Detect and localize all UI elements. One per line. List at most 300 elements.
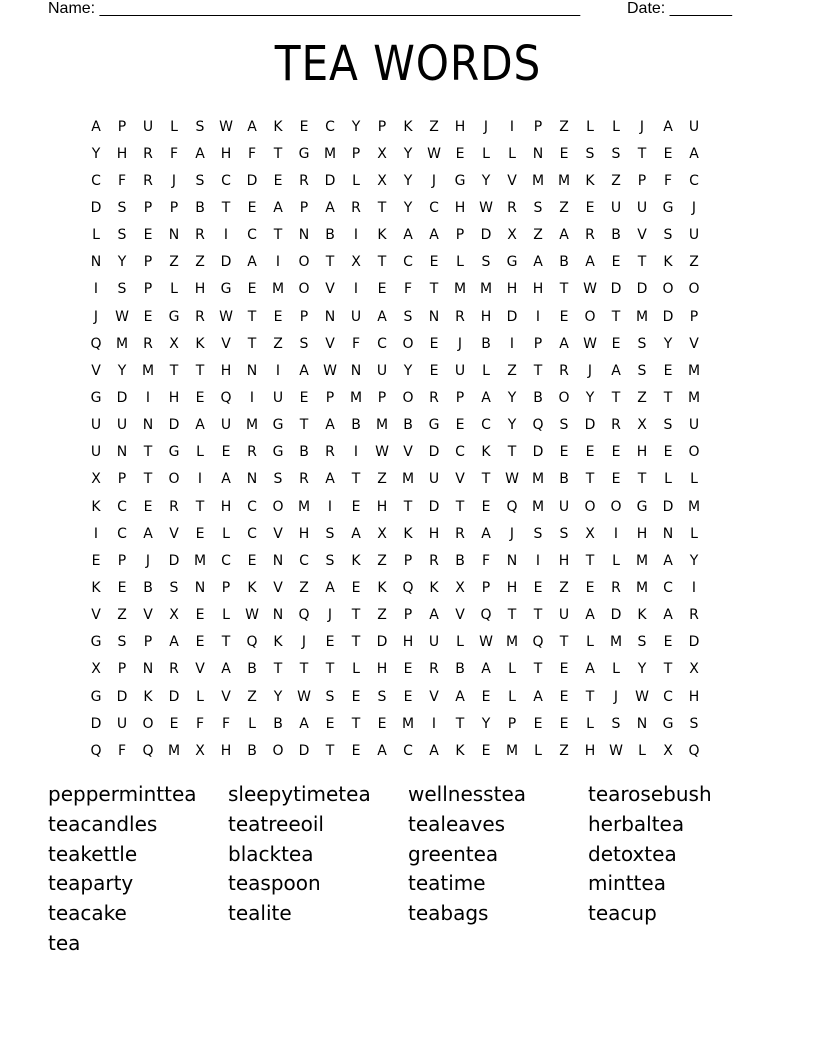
grid-letter: P	[143, 281, 153, 298]
grid-letter: O	[168, 471, 180, 488]
grid-letter: I	[353, 281, 359, 298]
grid-letter: N	[428, 308, 440, 325]
grid-letter: B	[195, 199, 205, 216]
grid-letter: I	[327, 498, 333, 515]
grid-letter: T	[455, 715, 465, 732]
grid-letter: X	[507, 227, 517, 244]
grid-letter: U	[90, 444, 102, 461]
grid-letter: E	[611, 471, 621, 488]
grid-letter: P	[117, 552, 127, 569]
grid-letter: K	[143, 688, 153, 705]
grid-letter: D	[376, 634, 388, 651]
grid-letter: E	[169, 715, 179, 732]
grid-letter: K	[663, 254, 673, 271]
grid-letter: E	[611, 254, 621, 271]
grid-letter: B	[455, 552, 465, 569]
grid-letter: S	[195, 118, 205, 135]
grid-letter: U	[116, 715, 128, 732]
grid-letter: E	[559, 661, 569, 678]
grid-letter: T	[559, 281, 569, 298]
grid-letter: K	[377, 227, 387, 244]
grid-letter: I	[535, 552, 541, 569]
grid-letter: U	[272, 389, 284, 406]
grid-letter: M	[323, 145, 337, 162]
grid-letter: M	[505, 634, 519, 651]
grid-letter: M	[687, 389, 701, 406]
grid-letter: E	[351, 742, 361, 759]
grid-letter: H	[480, 308, 492, 325]
grid-letter: E	[403, 688, 413, 705]
grid-letter: A	[663, 607, 673, 624]
grid-letter: D	[584, 417, 596, 434]
grid-letter: D	[532, 444, 544, 461]
grid-letter: P	[403, 552, 413, 569]
grid-letter: H	[636, 444, 648, 461]
grid-letter: O	[298, 281, 310, 298]
grid-letter: Y	[351, 118, 361, 135]
grid-letter: L	[248, 715, 256, 732]
grid-letter: D	[428, 444, 440, 461]
grid-letter: B	[481, 335, 491, 352]
grid-letter: A	[325, 471, 335, 488]
grid-letter: S	[169, 579, 179, 596]
grid-row	[83, 276, 733, 303]
grid-letter: V	[143, 607, 153, 624]
grid-letter: T	[169, 362, 179, 379]
grid-letter: Q	[402, 579, 414, 596]
grid-letter: U	[610, 199, 622, 216]
grid-letter: D	[168, 552, 180, 569]
grid-letter: F	[221, 715, 231, 732]
grid-letter: X	[689, 661, 699, 678]
grid-letter: T	[663, 661, 673, 678]
grid-letter: R	[455, 525, 465, 542]
grid-letter: O	[610, 498, 622, 515]
grid-letter: A	[325, 579, 335, 596]
grid-letter: V	[91, 362, 101, 379]
grid-letter: H	[584, 742, 596, 759]
grid-letter: W	[609, 742, 623, 759]
grid-letter: J	[483, 118, 489, 135]
grid-letter: L	[92, 227, 100, 244]
grid-letter: U	[220, 417, 232, 434]
grid-letter: P	[143, 199, 153, 216]
grid-letter: S	[637, 362, 647, 379]
grid-letter: M	[531, 498, 545, 515]
grid-letter: P	[455, 227, 465, 244]
grid-row	[83, 466, 733, 493]
grid-letter: T	[247, 335, 257, 352]
grid-letter: E	[403, 661, 413, 678]
grid-letter: S	[403, 308, 413, 325]
grid-letter: T	[429, 281, 439, 298]
grid-letter: U	[350, 308, 362, 325]
grid-letter: M	[401, 715, 415, 732]
grid-letter: Y	[273, 688, 283, 705]
grid-letter: H	[558, 552, 570, 569]
grid-letter: L	[222, 607, 230, 624]
grid-letter: J	[327, 607, 333, 624]
grid-letter: L	[612, 661, 620, 678]
grid-letter: R	[611, 417, 621, 434]
grid-letter: S	[585, 145, 595, 162]
grid-letter: W	[427, 145, 441, 162]
grid-letter: N	[246, 362, 258, 379]
grid-letter: B	[559, 471, 569, 488]
grid-letter: N	[506, 552, 518, 569]
name-field-label: Name: ______________________________________________________	[48, 0, 581, 17]
grid-letter: E	[585, 444, 595, 461]
grid-letter: L	[664, 471, 672, 488]
grid-row	[83, 330, 733, 357]
grid-letter: Y	[403, 199, 413, 216]
grid-letter: G	[90, 634, 102, 651]
grid-letter: E	[429, 362, 439, 379]
grid-letter: C	[377, 335, 387, 352]
grid-letter: P	[351, 145, 361, 162]
grid-letter: Z	[559, 118, 569, 135]
grid-letter: K	[455, 742, 465, 759]
grid-letter: M	[635, 579, 649, 596]
grid-row	[83, 710, 733, 737]
grid-letter: J	[145, 552, 151, 569]
grid-letter: E	[611, 335, 621, 352]
grid-letter: I	[509, 118, 515, 135]
grid-letter: T	[325, 661, 335, 678]
grid-letter: B	[455, 661, 465, 678]
word-bank	[48, 780, 768, 959]
grid-letter: L	[690, 471, 698, 488]
grid-letter: E	[559, 715, 569, 732]
grid-letter: I	[93, 525, 99, 542]
grid-letter: E	[663, 444, 673, 461]
grid-letter: W	[479, 199, 493, 216]
grid-letter: T	[533, 362, 543, 379]
grid-letter: B	[247, 661, 257, 678]
grid-letter: K	[403, 118, 413, 135]
grid-letter: C	[403, 254, 413, 271]
grid-letter: R	[429, 389, 439, 406]
grid-row	[83, 249, 733, 276]
grid-letter: S	[377, 688, 387, 705]
grid-letter: N	[662, 525, 674, 542]
grid-letter: T	[377, 254, 387, 271]
grid-letter: R	[299, 172, 309, 189]
grid-letter: X	[91, 471, 101, 488]
grid-letter: G	[662, 715, 674, 732]
grid-letter: B	[299, 444, 309, 461]
grid-letter: X	[377, 172, 387, 189]
grid-letter: B	[143, 579, 153, 596]
grid-letter: Z	[247, 688, 257, 705]
word-bank-item: pepperminttea	[48, 782, 197, 806]
grid-letter: J	[639, 118, 645, 135]
grid-row	[83, 167, 733, 194]
grid-letter: D	[168, 417, 180, 434]
grid-row	[83, 194, 733, 221]
grid-letter: E	[195, 389, 205, 406]
grid-letter: A	[663, 552, 673, 569]
grid-letter: J	[171, 172, 177, 189]
grid-letter: A	[455, 688, 465, 705]
grid-letter: J	[457, 335, 463, 352]
grid-row	[83, 547, 733, 574]
grid-letter: V	[221, 335, 231, 352]
grid-letter: K	[273, 634, 283, 651]
grid-letter: W	[115, 308, 129, 325]
grid-letter: E	[195, 525, 205, 542]
grid-letter: E	[143, 308, 153, 325]
grid-row	[83, 140, 733, 167]
grid-letter: E	[429, 254, 439, 271]
grid-letter: V	[325, 335, 335, 352]
grid-letter: I	[691, 579, 697, 596]
grid-letter: O	[402, 389, 414, 406]
grid-letter: R	[195, 308, 205, 325]
grid-letter: M	[453, 281, 467, 298]
grid-letter: K	[351, 552, 361, 569]
grid-letter: V	[169, 525, 179, 542]
grid-letter: H	[454, 118, 466, 135]
grid-letter: A	[585, 661, 595, 678]
word-bank-item: detoxtea	[588, 841, 677, 866]
grid-letter: E	[481, 498, 491, 515]
grid-letter: C	[663, 688, 673, 705]
grid-letter: S	[663, 417, 673, 434]
grid-letter: H	[168, 389, 180, 406]
grid-letter: B	[247, 742, 257, 759]
grid-row	[83, 357, 733, 384]
grid-letter: A	[221, 471, 231, 488]
grid-letter: I	[275, 362, 281, 379]
grid-letter: Q	[90, 742, 102, 759]
word-bank-item: teaparty	[48, 871, 134, 896]
grid-letter: E	[351, 579, 361, 596]
grid-letter: D	[610, 281, 622, 298]
grid-letter: V	[273, 525, 283, 542]
grid-letter: Y	[663, 335, 673, 352]
grid-letter: U	[376, 362, 388, 379]
grid-letter: A	[533, 254, 543, 271]
word-bank-item: teacup	[588, 901, 657, 926]
grid-letter: D	[688, 634, 700, 651]
grid-letter: Q	[246, 634, 258, 651]
grid-letter: A	[221, 661, 231, 678]
grid-letter: P	[481, 579, 491, 596]
grid-letter: A	[195, 417, 205, 434]
grid-letter: R	[247, 444, 257, 461]
grid-letter: U	[428, 471, 440, 488]
grid-letter: A	[299, 715, 309, 732]
grid-letter: J	[431, 172, 437, 189]
grid-letter: C	[247, 525, 257, 542]
grid-letter: S	[325, 688, 335, 705]
grid-letter: N	[142, 661, 154, 678]
grid-letter: E	[247, 199, 257, 216]
grid-letter: O	[584, 308, 596, 325]
grid-letter: M	[141, 362, 155, 379]
grid-letter: I	[431, 715, 437, 732]
grid-letter: K	[273, 118, 283, 135]
grid-letter: H	[506, 579, 518, 596]
grid-letter: T	[247, 308, 257, 325]
word-bank-item: wellnesstea	[408, 782, 526, 806]
grid-letter: E	[325, 634, 335, 651]
grid-letter: S	[611, 715, 621, 732]
grid-letter: F	[351, 335, 361, 352]
grid-letter: C	[117, 525, 127, 542]
grid-letter: O	[584, 498, 596, 515]
grid-letter: H	[636, 525, 648, 542]
grid-letter: E	[351, 498, 361, 515]
date-field-label: Date: _______	[627, 0, 732, 17]
grid-letter: A	[533, 688, 543, 705]
grid-letter: Z	[559, 199, 569, 216]
grid-letter: T	[585, 552, 595, 569]
grid-letter: T	[559, 634, 569, 651]
grid-letter: O	[662, 281, 674, 298]
grid-letter: Q	[506, 498, 518, 515]
grid-letter: Q	[688, 742, 700, 759]
grid-letter: L	[586, 634, 594, 651]
grid-row	[83, 303, 733, 330]
grid-letter: M	[401, 471, 415, 488]
grid-letter: M	[375, 417, 389, 434]
grid-letter: K	[585, 172, 595, 189]
grid-letter: K	[481, 444, 491, 461]
word-bank-item: herbaltea	[588, 811, 685, 836]
grid-letter: X	[637, 417, 647, 434]
grid-letter: Z	[559, 742, 569, 759]
grid-letter: B	[351, 417, 361, 434]
grid-letter: O	[402, 335, 414, 352]
grid-letter: N	[298, 227, 310, 244]
grid-letter: C	[221, 552, 231, 569]
grid-letter: E	[351, 688, 361, 705]
grid-letter: X	[377, 145, 387, 162]
grid-letter: L	[456, 254, 464, 271]
grid-letter: R	[507, 199, 517, 216]
grid-letter: A	[585, 254, 595, 271]
grid-letter: H	[194, 281, 206, 298]
grid-letter: W	[583, 281, 597, 298]
grid-letter: P	[169, 199, 179, 216]
grid-letter: E	[533, 715, 543, 732]
grid-letter: L	[482, 145, 490, 162]
grid-letter: V	[455, 471, 465, 488]
word-bank-item: blacktea	[228, 841, 314, 866]
grid-letter: M	[505, 742, 519, 759]
grid-letter: I	[275, 254, 281, 271]
grid-letter: A	[299, 362, 309, 379]
grid-letter: X	[377, 525, 387, 542]
grid-letter: Q	[298, 607, 310, 624]
grid-letter: P	[377, 118, 387, 135]
grid-letter: Y	[403, 172, 413, 189]
grid-letter: T	[611, 308, 621, 325]
grid-letter: C	[663, 579, 673, 596]
grid-letter: Z	[611, 172, 621, 189]
grid-letter: G	[454, 172, 466, 189]
grid-letter: Q	[142, 742, 154, 759]
grid-letter: E	[663, 362, 673, 379]
grid-letter: W	[505, 471, 519, 488]
grid-letter: T	[325, 254, 335, 271]
grid-letter: E	[299, 389, 309, 406]
grid-row	[83, 412, 733, 439]
grid-letter: E	[247, 552, 257, 569]
grid-letter: Y	[689, 552, 699, 569]
grid-letter: Y	[403, 362, 413, 379]
grid-letter: U	[688, 227, 700, 244]
grid-letter: E	[299, 118, 309, 135]
grid-letter: L	[534, 742, 542, 759]
grid-letter: N	[272, 552, 284, 569]
grid-letter: O	[298, 254, 310, 271]
grid-letter: I	[145, 389, 151, 406]
grid-letter: A	[429, 607, 439, 624]
grid-letter: S	[663, 227, 673, 244]
grid-letter: Z	[377, 471, 387, 488]
grid-letter: E	[377, 715, 387, 732]
grid-letter: E	[559, 444, 569, 461]
grid-letter: A	[377, 742, 387, 759]
grid-letter: C	[221, 172, 231, 189]
grid-letter: G	[168, 308, 180, 325]
grid-letter: H	[506, 281, 518, 298]
grid-letter: T	[637, 471, 647, 488]
grid-letter: H	[428, 525, 440, 542]
grid-letter: S	[533, 199, 543, 216]
grid-letter: E	[585, 199, 595, 216]
grid-letter: T	[221, 634, 231, 651]
grid-letter: N	[324, 308, 336, 325]
grid-letter: H	[454, 199, 466, 216]
grid-letter: H	[376, 498, 388, 515]
grid-letter: A	[429, 227, 439, 244]
grid-letter: H	[220, 362, 232, 379]
grid-letter: L	[196, 688, 204, 705]
grid-letter: J	[509, 525, 515, 542]
grid-letter: F	[247, 145, 257, 162]
grid-letter: A	[91, 118, 101, 135]
grid-letter: W	[219, 118, 233, 135]
grid-letter: P	[143, 254, 153, 271]
grid-letter: E	[455, 417, 465, 434]
grid-letter: V	[273, 579, 283, 596]
grid-letter: E	[195, 607, 205, 624]
grid-letter: I	[535, 308, 541, 325]
grid-letter: Y	[637, 661, 647, 678]
grid-letter: Y	[585, 389, 595, 406]
grid-letter: P	[689, 308, 699, 325]
grid-letter: M	[349, 389, 363, 406]
grid-letter: R	[195, 227, 205, 244]
grid-letter: A	[403, 227, 413, 244]
grid-letter: A	[429, 742, 439, 759]
grid-letter: Z	[377, 607, 387, 624]
letter-grid	[83, 113, 733, 764]
grid-letter: H	[298, 525, 310, 542]
grid-letter: A	[559, 227, 569, 244]
grid-letter: T	[663, 389, 673, 406]
word-bank-item: tealite	[228, 901, 292, 926]
grid-letter: R	[169, 498, 179, 515]
grid-letter: H	[220, 498, 232, 515]
grid-letter: E	[247, 281, 257, 298]
grid-letter: D	[90, 199, 102, 216]
grid-letter: R	[455, 308, 465, 325]
